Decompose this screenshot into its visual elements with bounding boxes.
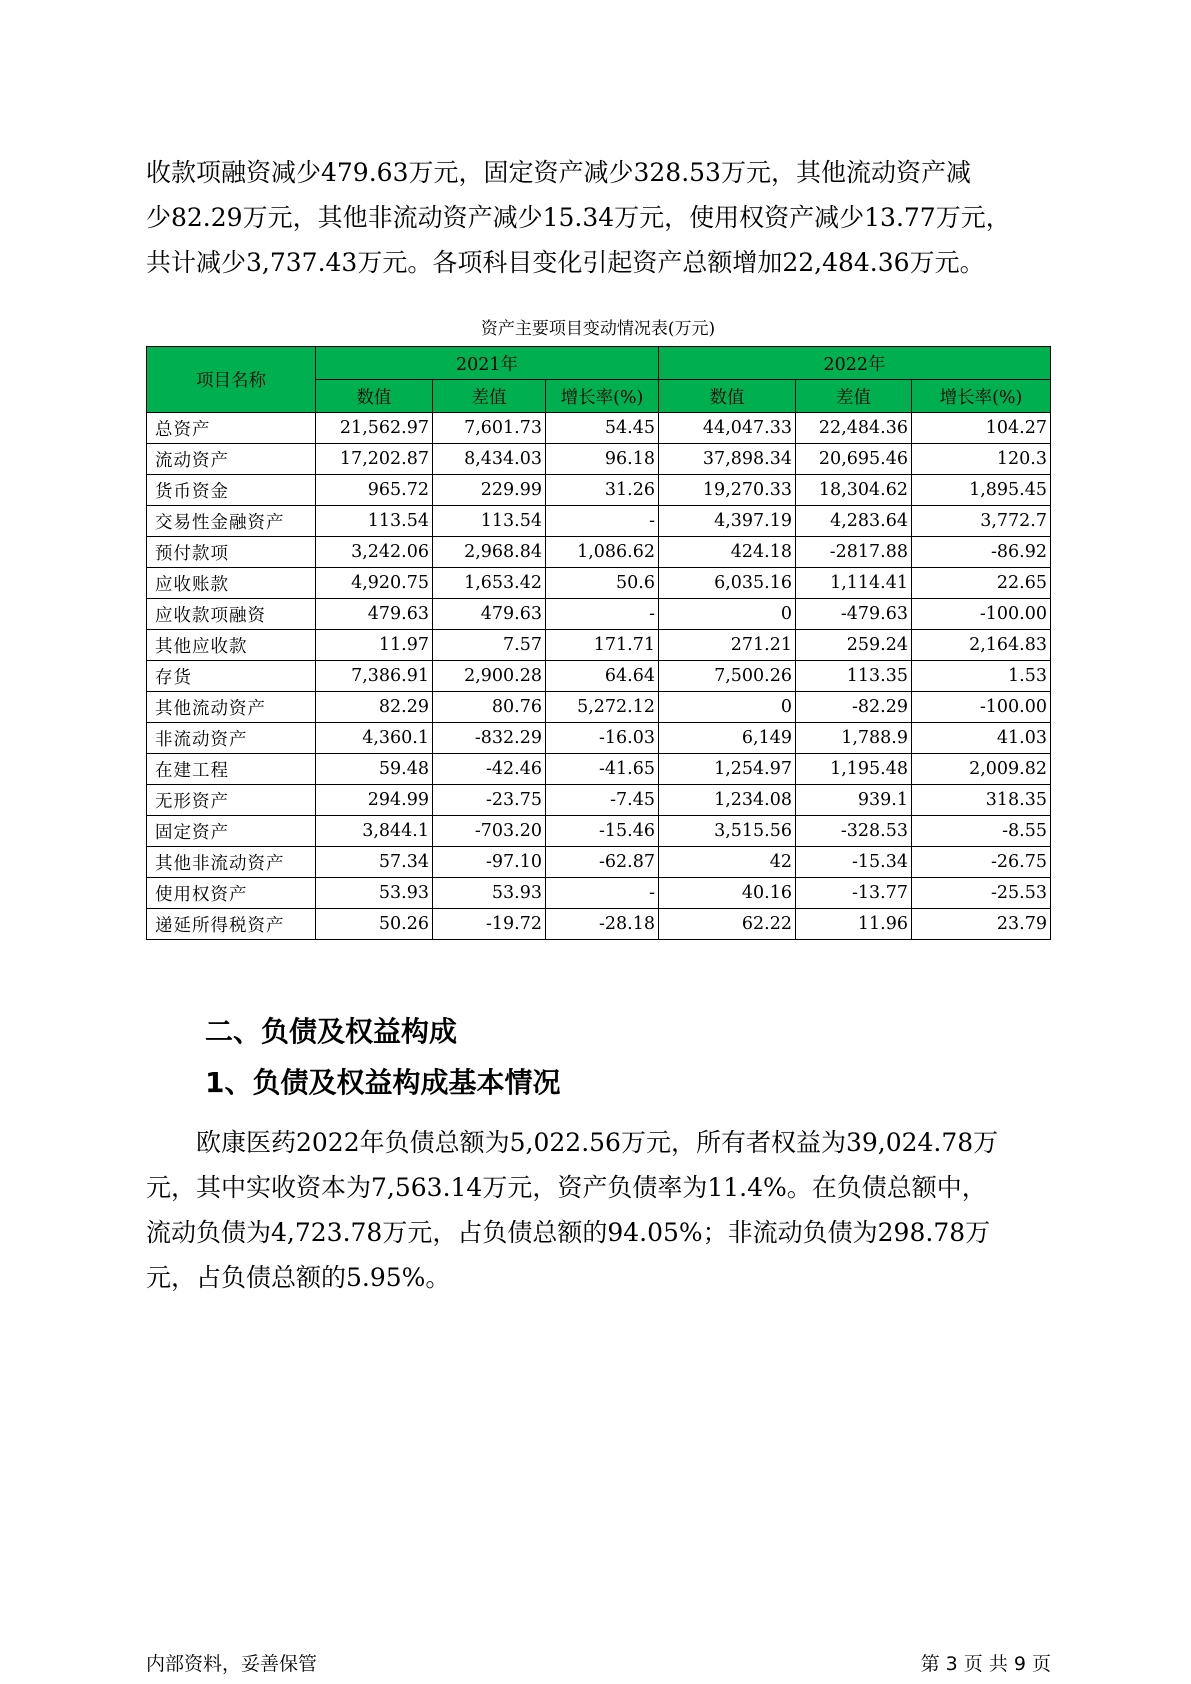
row-cell-value: 229.99 xyxy=(433,475,546,506)
asset-change-table xyxy=(146,346,1051,940)
row-cell-value: 120.3 xyxy=(912,444,1051,475)
row-cell-value: 424.18 xyxy=(659,537,796,568)
row-cell-value: -8.55 xyxy=(912,816,1051,847)
row-cell-value: 3,772.7 xyxy=(912,506,1051,537)
row-cell-value: 479.63 xyxy=(433,599,546,630)
row-cell-value: 1.53 xyxy=(912,661,1051,692)
row-cell-value: 53.93 xyxy=(316,878,433,909)
row-cell-value: 53.93 xyxy=(433,878,546,909)
row-cell-value: 2,968.84 xyxy=(433,537,546,568)
row-cell-value: -7.45 xyxy=(546,785,659,816)
row-cell-value: 82.29 xyxy=(316,692,433,723)
row-item-name: 交易性金融资产 xyxy=(147,506,316,537)
row-cell-value: 479.63 xyxy=(316,599,433,630)
section-heading: 二、负债及权益构成 xyxy=(205,1015,458,1048)
intro-paragraph xyxy=(146,150,1056,285)
table-row xyxy=(147,909,1051,940)
row-cell-value: -328.53 xyxy=(796,816,912,847)
row-cell-value: -42.46 xyxy=(433,754,546,785)
table-row xyxy=(147,475,1051,506)
liability-line: 元，其中实收资本为7,563.14万元，资产负债率为11.4%。在负债总额中， xyxy=(146,1173,987,1202)
intro-line: 少82.29万元，其他非流动资产减少15.34万元，使用权资产减少13.77万元， xyxy=(146,203,1011,232)
row-item-name: 无形资产 xyxy=(147,785,316,816)
footer-page-number: 第 3 页 共 9 页 xyxy=(920,1653,1051,1675)
table-row xyxy=(147,506,1051,537)
table-row xyxy=(147,785,1051,816)
row-cell-value: 57.34 xyxy=(316,847,433,878)
row-item-name: 存货 xyxy=(147,661,316,692)
row-cell-value: -25.53 xyxy=(912,878,1051,909)
row-item-name: 应收款项融资 xyxy=(147,599,316,630)
row-cell-value: 37,898.34 xyxy=(659,444,796,475)
subheader-growth-2021: 增长率(%) xyxy=(546,380,659,413)
row-cell-value: - xyxy=(546,506,659,537)
row-cell-value: 62.22 xyxy=(659,909,796,940)
row-cell-value: -100.00 xyxy=(912,599,1051,630)
row-item-name: 预付款项 xyxy=(147,537,316,568)
row-cell-value: 1,788.9 xyxy=(796,723,912,754)
row-cell-value: 113.54 xyxy=(433,506,546,537)
row-cell-value: -15.46 xyxy=(546,816,659,847)
row-item-name: 总资产 xyxy=(147,413,316,444)
row-cell-value: 80.76 xyxy=(433,692,546,723)
row-cell-value: -13.77 xyxy=(796,878,912,909)
table-row xyxy=(147,847,1051,878)
row-cell-value: 31.26 xyxy=(546,475,659,506)
row-cell-value: 171.71 xyxy=(546,630,659,661)
row-cell-value: 8,434.03 xyxy=(433,444,546,475)
table-row xyxy=(147,692,1051,723)
row-cell-value: 4,360.1 xyxy=(316,723,433,754)
row-cell-value: 1,653.42 xyxy=(433,568,546,599)
row-cell-value: -479.63 xyxy=(796,599,912,630)
row-item-name: 在建工程 xyxy=(147,754,316,785)
row-cell-value: -82.29 xyxy=(796,692,912,723)
row-cell-value: 4,920.75 xyxy=(316,568,433,599)
row-cell-value: 11.96 xyxy=(796,909,912,940)
table-row xyxy=(147,661,1051,692)
row-cell-value: 54.45 xyxy=(546,413,659,444)
row-cell-value: -41.65 xyxy=(546,754,659,785)
row-cell-value: 0 xyxy=(659,692,796,723)
table-row xyxy=(147,568,1051,599)
row-cell-value: 42 xyxy=(659,847,796,878)
row-cell-value: 7,500.26 xyxy=(659,661,796,692)
row-cell-value: 1,895.45 xyxy=(912,475,1051,506)
row-cell-value: 271.21 xyxy=(659,630,796,661)
row-cell-value: 50.26 xyxy=(316,909,433,940)
row-item-name: 应收账款 xyxy=(147,568,316,599)
row-cell-value: 294.99 xyxy=(316,785,433,816)
row-cell-value: 23.79 xyxy=(912,909,1051,940)
subheader-diff-2021: 差值 xyxy=(433,380,546,413)
row-cell-value: 4,283.64 xyxy=(796,506,912,537)
row-cell-value: 21,562.97 xyxy=(316,413,433,444)
row-cell-value: 4,397.19 xyxy=(659,506,796,537)
row-cell-value: -23.75 xyxy=(433,785,546,816)
row-cell-value: 1,234.08 xyxy=(659,785,796,816)
table-caption: 资产主要项目变动情况表(万元) xyxy=(480,319,716,339)
row-cell-value: -703.20 xyxy=(433,816,546,847)
row-cell-value: 259.24 xyxy=(796,630,912,661)
row-cell-value: 2,009.82 xyxy=(912,754,1051,785)
row-item-name: 非流动资产 xyxy=(147,723,316,754)
row-cell-value: 20,695.46 xyxy=(796,444,912,475)
row-cell-value: 17,202.87 xyxy=(316,444,433,475)
row-cell-value: 113.35 xyxy=(796,661,912,692)
year-header-2021: 2021年 xyxy=(316,347,659,380)
table-row xyxy=(147,816,1051,847)
row-cell-value: 5,272.12 xyxy=(546,692,659,723)
row-cell-value: -26.75 xyxy=(912,847,1051,878)
table-row xyxy=(147,537,1051,568)
liability-line: 元，占负债总额的5.95%。 xyxy=(146,1263,451,1292)
row-cell-value: 59.48 xyxy=(316,754,433,785)
liability-line: 欧康医药2022年负债总额为5,022.56万元，所有者权益为39,024.78万 xyxy=(196,1128,999,1157)
subheader-growth-2022: 增长率(%) xyxy=(912,380,1051,413)
row-cell-value: 7,386.91 xyxy=(316,661,433,692)
row-cell-value: -97.10 xyxy=(433,847,546,878)
table-row xyxy=(147,599,1051,630)
liability-line: 流动负债为4,723.78万元，占负债总额的94.05%；非流动负债为298.78万 xyxy=(146,1218,991,1247)
intro-line: 共计减少3,737.43万元。各项科目变化引起资产总额增加22,484.36万元。 xyxy=(146,248,985,277)
row-item-name: 其他流动资产 xyxy=(147,692,316,723)
row-cell-value: 2,900.28 xyxy=(433,661,546,692)
row-cell-value: 318.35 xyxy=(912,785,1051,816)
row-cell-value: 22,484.36 xyxy=(796,413,912,444)
table-row xyxy=(147,444,1051,475)
row-cell-value: 3,844.1 xyxy=(316,816,433,847)
row-item-name: 货币资金 xyxy=(147,475,316,506)
row-cell-value: 0 xyxy=(659,599,796,630)
row-cell-value: 96.18 xyxy=(546,444,659,475)
row-cell-value: - xyxy=(546,878,659,909)
row-cell-value: - xyxy=(546,599,659,630)
row-item-name: 其他应收款 xyxy=(147,630,316,661)
section-subheading: 1、负债及权益构成基本情况 xyxy=(205,1066,561,1099)
table-row xyxy=(147,754,1051,785)
row-item-name: 流动资产 xyxy=(147,444,316,475)
table-row xyxy=(147,878,1051,909)
table-row xyxy=(147,723,1051,754)
table-row xyxy=(147,413,1051,444)
row-cell-value: 41.03 xyxy=(912,723,1051,754)
row-cell-value: 6,035.16 xyxy=(659,568,796,599)
subheader-value-2021: 数值 xyxy=(316,380,433,413)
row-cell-value: 40.16 xyxy=(659,878,796,909)
year-header-2022: 2022年 xyxy=(659,347,1051,380)
row-cell-value: 11.97 xyxy=(316,630,433,661)
table-row xyxy=(147,630,1051,661)
row-cell-value: 22.65 xyxy=(912,568,1051,599)
row-cell-value: 64.64 xyxy=(546,661,659,692)
intro-line: 收款项融资减少479.63万元，固定资产减少328.53万元，其他流动资产减 xyxy=(146,158,971,187)
row-cell-value: 7.57 xyxy=(433,630,546,661)
row-cell-value: -19.72 xyxy=(433,909,546,940)
row-cell-value: 965.72 xyxy=(316,475,433,506)
item-name-header: 项目名称 xyxy=(147,347,316,413)
subheader-diff-2022: 差值 xyxy=(796,380,912,413)
row-cell-value: -2817.88 xyxy=(796,537,912,568)
row-item-name: 使用权资产 xyxy=(147,878,316,909)
row-cell-value: 113.54 xyxy=(316,506,433,537)
row-item-name: 递延所得税资产 xyxy=(147,909,316,940)
row-cell-value: 1,195.48 xyxy=(796,754,912,785)
row-cell-value: -832.29 xyxy=(433,723,546,754)
row-cell-value: 1,114.41 xyxy=(796,568,912,599)
row-cell-value: 104.27 xyxy=(912,413,1051,444)
row-cell-value: 3,242.06 xyxy=(316,537,433,568)
row-cell-value: 2,164.83 xyxy=(912,630,1051,661)
row-item-name: 固定资产 xyxy=(147,816,316,847)
row-cell-value: 6,149 xyxy=(659,723,796,754)
row-cell-value: 939.1 xyxy=(796,785,912,816)
row-cell-value: 1,086.62 xyxy=(546,537,659,568)
row-cell-value: -28.18 xyxy=(546,909,659,940)
subheader-value-2022: 数值 xyxy=(659,380,796,413)
row-cell-value: 18,304.62 xyxy=(796,475,912,506)
row-cell-value: -62.87 xyxy=(546,847,659,878)
footer-confidential-note: 内部资料，妥善保管 xyxy=(146,1653,318,1675)
table-body xyxy=(147,413,1051,940)
row-cell-value: 44,047.33 xyxy=(659,413,796,444)
row-cell-value: 50.6 xyxy=(546,568,659,599)
row-item-name: 其他非流动资产 xyxy=(147,847,316,878)
row-cell-value: -16.03 xyxy=(546,723,659,754)
row-cell-value: -86.92 xyxy=(912,537,1051,568)
row-cell-value: 1,254.97 xyxy=(659,754,796,785)
row-cell-value: -15.34 xyxy=(796,847,912,878)
row-cell-value: 19,270.33 xyxy=(659,475,796,506)
row-cell-value: 7,601.73 xyxy=(433,413,546,444)
row-cell-value: 3,515.56 xyxy=(659,816,796,847)
liability-paragraph xyxy=(146,1120,1056,1300)
row-cell-value: -100.00 xyxy=(912,692,1051,723)
